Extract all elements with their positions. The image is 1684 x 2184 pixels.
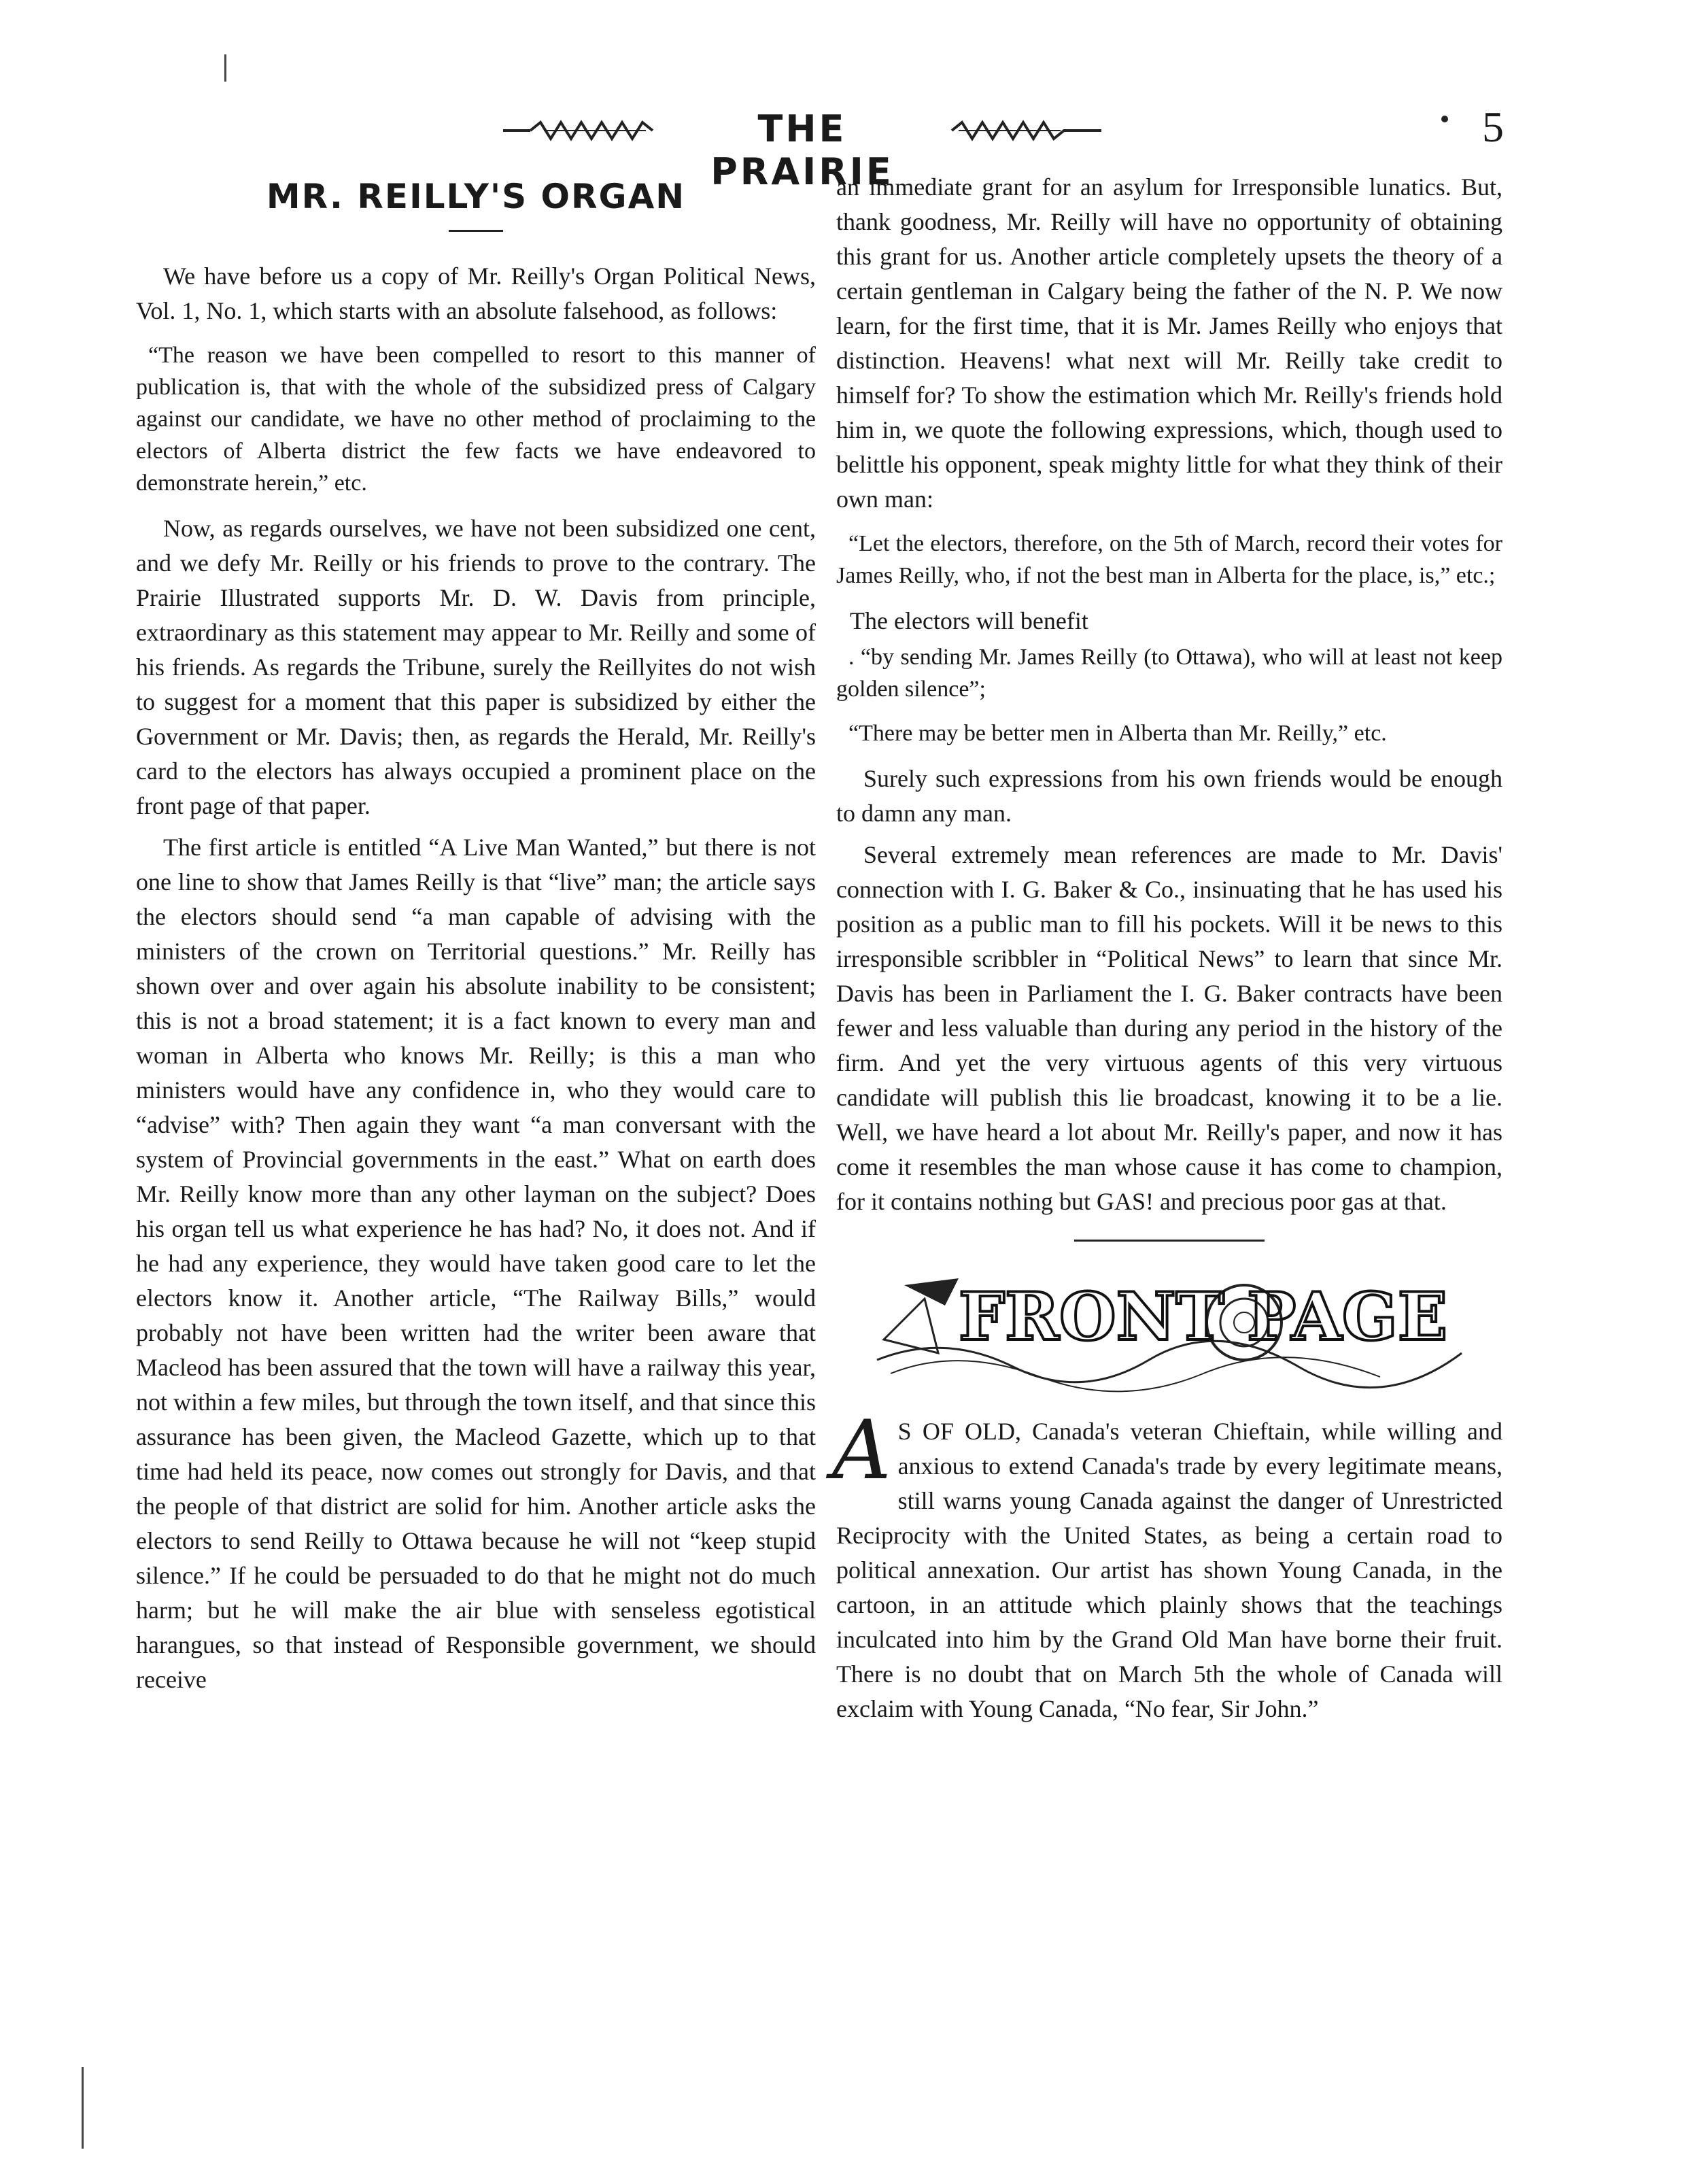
quote-electors: “Let the electors, therefore, on the 5th of March, record their votes for James Reilly, who, if not the best man in Alberta for the place, is,” etc.; [836, 531, 1502, 588]
paragraph-damn: Surely such expressions from his own friends would be enough to damn any man. [836, 765, 1502, 827]
section-rule [1074, 1240, 1265, 1242]
paragraph-live-man: The first article is entitled “A Live Man Wanted,” but there is not one line to show that James Reilly is that “live” man; the article says the electors should send “a man capable of advising with the ministers of the crown on Territorial questions.” Mr. Reilly has shown over and over again his absolute inability to be consistent; this is not a broad statement; it is a fact known to every man and woman in Alberta who knows Mr. Reilly; is this a man who ministers would have any confidence in, who they would care to “advise” with? Then again they want “a man conversant with the system of Provincial governments in the east.” What on earth does Mr. Reilly know more than any other layman on the subject? Does his organ tell us what experience he has had? No, it does not. And if he had any experience, they would have taken good care to let the electors know it. Another article, “The Railway Bills,” would probably not have been written had the writer been aware that Macleod has been assured that the town will have a railway this year, not within a few miles, but through the town itself, and that since this assurance has been given, the Macleod Gazette, which up to that time had held its peace, now comes out strongly for Davis, and that the people of that district are solid for him. Another article asks the electors to send Reilly to Ottawa because he will not “keep stupid silence.” If he could be persuaded to do that he might not do much harm; but he will make the air blue with senseless egotistical harangues, so that instead of Responsible government, we should receive [136, 834, 816, 1693]
banner-text: FRONT PAGE [959, 1278, 1448, 1355]
left-column [136, 170, 816, 1704]
front-page-banner [863, 1258, 1475, 1394]
front-page-banner-art [863, 1258, 1475, 1394]
page-number: 5 [1482, 103, 1504, 151]
line-electors-benefit: The electors will benefit [850, 607, 1088, 634]
paragraph-continued: an immediate grant for an asylum for Irresponsible lunatics. But, thank goodness, Mr. Reilly will have no opportunity of obtaining this grant for us. Another article completely upsets the theory of a certain gentleman in Calgary being the father of the N. P. We now learn, for the first time, that it is Mr. James Reilly who enjoys that distinction. Heavens! what next will Mr. Reilly take credit to himself for? To show the estimation which Mr. Reilly's friends hold him in, we quote the following expressions, which, though used to belittle his opponent, speak mighty little for what they think of their own man: [836, 173, 1502, 513]
paragraph-intro: We have before us a copy of Mr. Reilly's Organ Political News, Vol. 1, No. 1, which starts with an absolute falsehood, as follows: [136, 262, 816, 324]
quote-better-men: “There may be better men in Alberta than Mr. Reilly,” etc. [848, 721, 1387, 746]
paragraph-as-of-old-text: S OF OLD, Canada's veteran Chieftain, while willing and anxious to extend Canada's trade by every legitimate means, still warns young Canada against the danger of Unrestricted Reciprocity with the United States, as being a certain road to political annexation. Our artist has shown Young Canada, in the cartoon, in an attitude which plainly shows that the teachings inculcated into him by the Grand Old Man have borne their fruit. There is no doubt that on March 5th the whole of Canada will exclaim with Young Canada, “No fear, Sir John.” [836, 1418, 1502, 1722]
quote-golden-silence: . “by sending Mr. James Reilly (to Ottawa), who will at least not keep golden silence”; [836, 645, 1502, 702]
quote-political-news: “The reason we have been compelled to resort to this manner of publication is, that with the whole of the subsidized press of Calgary against our candidate, we have no other method of proclaiming to the electors of Alberta district the few facts we have endeavored to demonstrate herein,” etc. [136, 343, 816, 496]
right-column [832, 170, 1502, 1726]
paragraph-subsidy: Now, as regards ourselves, we have not been subsidized one cent, and we defy Mr. Reilly or his friends to prove to the contrary. The Prairie Illustrated supports Mr. D. W. Davis from principle, extraordinary as this statement may appear to Mr. Reilly and some of his friends. As regards the Tribune, surely the Reillyites do not wish to suggest for a moment that this paper is subsidized by either the Government or Mr. Davis; then, as regards the Herald, Mr. Reilly's card to the electors has always occupied a prominent place on the front page of that paper. [136, 515, 816, 819]
masthead-title: THE PRAIRIE [710, 107, 894, 193]
title-rule [449, 230, 503, 232]
article-title: MR. REILLY'S ORGAN [266, 177, 686, 216]
paragraph-as-of-old [832, 1403, 1502, 1726]
masthead [503, 102, 1115, 193]
edge-mark [224, 54, 226, 82]
left-ornament-icon [503, 117, 659, 144]
right-ornament-icon [945, 117, 1101, 144]
drop-cap: A [832, 1403, 891, 1498]
edge-mark [82, 2067, 84, 2149]
header-dot [1441, 116, 1448, 122]
paragraph-baker: Several extremely mean references are made to Mr. Davis' connection with I. G. Baker & Co., insinuating that he has used his position as a public man to fill his pockets. Will it be news to this irresponsible scribbler in “Political News” to learn that since Mr. Davis has been in Parliament the I. G. Baker contracts have been fewer and less valuable than during any period in the history of the firm. And yet the very virtuous agents of this very virtuous candidate will publish this lie broadcast, knowing it to be a lie. Well, we have heard a lot about Mr. Reilly's paper, and now it has come it resembles the man whose cause it has come to champion, for it contains nothing but GAS! and precious poor gas at that. [836, 841, 1502, 1215]
